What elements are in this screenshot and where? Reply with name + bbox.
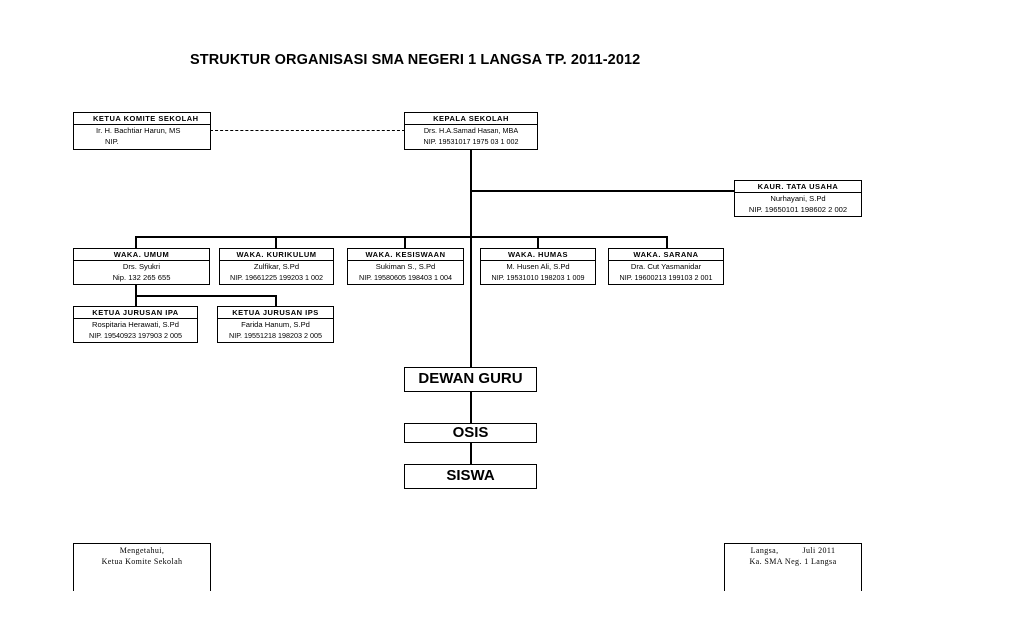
waka-kurikulum-nip: NIP. 19661225 199203 1 002: [230, 273, 323, 282]
waka-kesiswaan-name: Sukiman S., S.Pd: [375, 262, 436, 271]
signature-right-line1: Langsa, Juli 2011: [750, 546, 836, 555]
waka-humas-nip: NIP. 19531010 198203 1 009: [491, 273, 585, 282]
waka-sarana-drop: [666, 236, 668, 248]
osis-siswa-connector: [470, 442, 472, 464]
waka-umum-box: [73, 248, 210, 285]
komite-dashed-connector: [210, 130, 405, 131]
waka-sarana-name: Dra. Cut Yasmanidar: [630, 262, 702, 271]
kaur-connector: [470, 190, 734, 192]
kaur-name: Nurhayani, S.Pd: [770, 194, 826, 203]
jurusan-ips-title: KETUA JURUSAN IPS: [218, 307, 333, 319]
waka-kesiswaan-box: [347, 248, 464, 285]
kaur-nip: NIP. 19650101 198602 2 002: [748, 205, 848, 214]
waka-umum-name: Drs. Syukri: [122, 262, 161, 271]
jurusan-ips-name: Farida Hanum, S.Pd: [241, 320, 310, 329]
waka-humas-drop: [537, 236, 539, 248]
kepala-sekolah-box: [404, 112, 538, 150]
kaur-tata-usaha-box: [734, 180, 862, 217]
komite-box: [73, 112, 211, 150]
ketua-jurusan-ipa-box: [73, 306, 198, 343]
waka-umum-title: WAKA. UMUM: [74, 249, 209, 261]
signature-right-box: [724, 543, 862, 591]
waka-humas-name: M. Husen Ali, S.Pd: [506, 262, 570, 271]
jurusan-ips-nip: NIP. 19551218 198203 2 005: [229, 331, 322, 340]
jurusan-ipa-title: KETUA JURUSAN IPA: [74, 307, 197, 319]
kepala-name: Drs. H.A.Samad Hasan, MBA: [423, 126, 519, 135]
ketua-jurusan-ips-box: [217, 306, 334, 343]
waka-sarana-box: [608, 248, 724, 285]
jurusan-ips-drop: [275, 295, 277, 306]
main-vertical-line: [470, 148, 472, 368]
waka-kesiswaan-drop: [404, 236, 406, 248]
jurusan-bus-line: [135, 295, 277, 297]
waka-kurikulum-title: WAKA. KURIKULUM: [220, 249, 333, 261]
waka-umum-drop: [135, 236, 137, 248]
dewan-osis-connector: [470, 391, 472, 423]
signature-left-box: [73, 543, 211, 591]
waka-umum-nip: Nip. 132 265 655: [112, 273, 171, 282]
waka-humas-box: [480, 248, 596, 285]
waka-sarana-nip: NIP. 19600213 199103 2 001: [619, 273, 713, 282]
waka-humas-title: WAKA. HUMAS: [481, 249, 595, 261]
waka-kurikulum-box: [219, 248, 334, 285]
waka-bus-line: [135, 236, 668, 238]
kaur-title: KAUR. TATA USAHA: [735, 181, 861, 193]
signature-left-line2: Ketua Komite Sekolah: [101, 557, 183, 566]
siswa-box: SISWA: [404, 464, 537, 489]
jurusan-ipa-name: Rospitaria Herawati, S.Pd: [92, 320, 179, 329]
komite-nip: NIP.: [105, 137, 119, 146]
waka-kurikulum-drop: [275, 236, 277, 248]
kepala-nip: NIP. 19531017 1975 03 1 002: [423, 137, 519, 146]
osis-box: OSIS: [404, 423, 537, 443]
jurusan-ipa-nip: NIP. 19540923 197903 2 005: [89, 331, 182, 340]
waka-kurikulum-name: Zulfikar, S.Pd: [253, 262, 300, 271]
dewan-guru-box: DEWAN GURU: [404, 367, 537, 392]
waka-kesiswaan-title: WAKA. KESISWAAN: [348, 249, 463, 261]
signature-left-line1: Mengetahui,: [119, 546, 165, 555]
komite-title: KETUA KOMITE SEKOLAH: [74, 113, 210, 125]
waka-sarana-title: WAKA. SARANA: [609, 249, 723, 261]
kepala-title: KEPALA SEKOLAH: [405, 113, 537, 125]
komite-name: Ir. H. Bachtiar Harun, MS: [96, 126, 181, 135]
chart-title: STRUKTUR ORGANISASI SMA NEGERI 1 LANGSA TP. 2011-2012: [190, 52, 641, 68]
waka-kesiswaan-nip: NIP. 19580605 198403 1 004: [359, 273, 452, 282]
signature-right-line2: Ka. SMA Neg. 1 Langsa: [749, 557, 837, 566]
